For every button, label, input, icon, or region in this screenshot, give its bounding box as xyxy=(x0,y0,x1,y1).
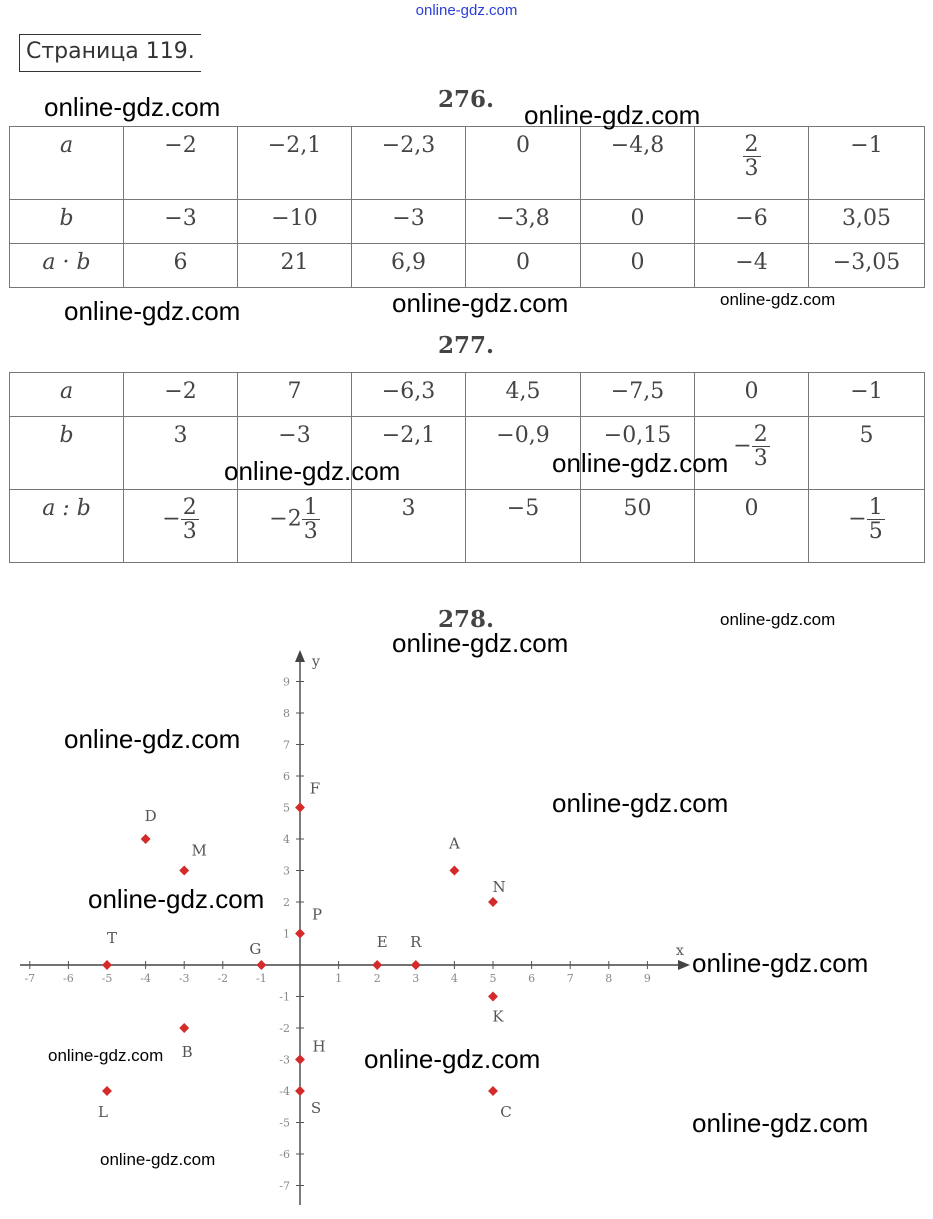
watermark: online-gdz.com xyxy=(552,448,729,478)
data-point-h xyxy=(295,1055,305,1065)
table-cell: −3,05 xyxy=(809,244,925,288)
x-tick-label: 5 xyxy=(489,972,497,985)
fraction xyxy=(743,133,761,180)
x-tick-label: 2 xyxy=(373,972,381,985)
y-tick-label: -5 xyxy=(279,1116,290,1130)
data-point-f xyxy=(295,803,305,813)
page-title: Страница 119. xyxy=(19,34,201,72)
x-tick-label: 9 xyxy=(643,972,651,985)
fraction-numerator: 1 xyxy=(303,495,318,520)
x-tick-label: 6 xyxy=(528,972,536,985)
x-tick-label: -3 xyxy=(178,972,190,985)
watermark: online-gdz.com xyxy=(692,948,869,978)
table-cell: 0 xyxy=(466,127,581,200)
data-point-c xyxy=(488,1086,498,1096)
table-cell: −6,3 xyxy=(352,373,466,417)
table-cell: 6,9 xyxy=(352,244,466,288)
x-tick-label: -2 xyxy=(217,972,229,985)
table-cell: −3 xyxy=(124,200,238,244)
table-row xyxy=(10,127,925,200)
table-cell: −6 xyxy=(695,200,809,244)
x-tick-label: 4 xyxy=(450,972,458,985)
x-tick-label: -1 xyxy=(256,972,267,985)
watermark: online-gdz.com xyxy=(100,1150,216,1169)
row-label: b xyxy=(10,417,124,490)
table-cell: −3 xyxy=(352,200,466,244)
row-label: a : b xyxy=(10,490,124,563)
data-point-r xyxy=(411,960,421,970)
table-cell: −2 xyxy=(124,127,238,200)
table-cell: 0 xyxy=(581,244,695,288)
watermark: online-gdz.com xyxy=(44,92,221,122)
watermark: online-gdz.com xyxy=(720,290,836,309)
fraction-prefix: − xyxy=(733,433,752,459)
y-tick-label: 4 xyxy=(283,833,290,846)
fraction xyxy=(302,496,320,543)
y-tick-label: 8 xyxy=(283,707,290,720)
y-tick-label: 7 xyxy=(283,738,290,752)
table-cell: 5 xyxy=(809,417,925,490)
table-cell: −2,1 xyxy=(352,417,466,490)
point-label-p: P xyxy=(311,905,323,924)
fraction-denominator: 3 xyxy=(182,519,197,545)
table-cell: −1 xyxy=(809,127,925,200)
point-label-f: F xyxy=(309,779,321,798)
row-label: a · b xyxy=(10,244,124,288)
fraction xyxy=(181,496,199,543)
row-label: b xyxy=(10,200,124,244)
x-tick-label: 3 xyxy=(412,972,420,985)
table-cell: 0 xyxy=(695,373,809,417)
task-276-table xyxy=(9,126,925,288)
x-tick-label: 8 xyxy=(605,972,613,985)
table-cell: −3,8 xyxy=(466,200,581,244)
y-tick-label: 2 xyxy=(283,896,290,909)
watermark: online-gdz.com xyxy=(552,788,729,818)
y-tick-label: -7 xyxy=(279,1179,290,1193)
point-label-k: K xyxy=(492,1007,504,1026)
task-277-number: 277. xyxy=(437,332,495,359)
table-cell: 3 xyxy=(124,417,238,490)
point-label-t: T xyxy=(106,929,118,947)
watermark: online-gdz.com xyxy=(692,1108,869,1138)
fraction-denominator: 3 xyxy=(753,446,768,472)
watermark: online-gdz.com xyxy=(392,288,569,318)
table-cell: −1 xyxy=(809,373,925,417)
row-label: a xyxy=(10,373,124,417)
point-label-h: H xyxy=(312,1037,326,1056)
task-277-table xyxy=(9,372,925,563)
y-tick-label: 1 xyxy=(283,927,290,941)
data-point-l xyxy=(102,1086,112,1096)
table-cell: −3 xyxy=(238,417,352,490)
table-row xyxy=(10,417,925,490)
table-cell: −0,15 xyxy=(581,417,695,490)
watermark: online-gdz.com xyxy=(64,724,241,754)
data-point-n xyxy=(488,897,498,907)
table-cell: −2,1 xyxy=(238,127,352,200)
table-cell: 7 xyxy=(238,373,352,417)
data-point-p xyxy=(295,929,305,939)
watermark: online-gdz.com xyxy=(48,1046,164,1065)
point-label-d: D xyxy=(144,807,157,825)
x-tick-label: 1 xyxy=(335,972,343,985)
y-tick-label: 3 xyxy=(283,864,290,878)
task-276-number: 276. xyxy=(437,86,495,113)
fraction-prefix: −2 xyxy=(269,506,302,532)
row-label: a xyxy=(10,127,124,200)
fraction-denominator: 3 xyxy=(303,519,318,545)
fraction-denominator: 5 xyxy=(868,519,883,545)
point-label-c: C xyxy=(500,1103,512,1121)
table-cell: 21 xyxy=(238,244,352,288)
fraction-numerator: 2 xyxy=(744,132,759,157)
data-point-e xyxy=(372,960,382,970)
y-tick-label: -1 xyxy=(279,990,290,1004)
table-cell: −2 xyxy=(124,373,238,417)
fraction-numerator: 2 xyxy=(753,422,768,447)
point-label-n: N xyxy=(492,878,506,896)
data-point-s xyxy=(295,1086,305,1096)
table-cell: −7,5 xyxy=(581,373,695,417)
table-cell xyxy=(809,490,925,563)
task-278-number: 278. xyxy=(437,606,495,633)
watermark: online-gdz.com xyxy=(720,610,836,629)
watermark: online-gdz.com xyxy=(524,100,701,130)
y-axis-label: y xyxy=(312,654,320,670)
y-tick-label: -4 xyxy=(279,1085,290,1098)
table-row xyxy=(10,200,925,244)
data-point-g xyxy=(256,960,266,970)
x-axis-arrow xyxy=(678,960,690,970)
data-point-t xyxy=(102,960,112,970)
fraction-numerator: 2 xyxy=(182,495,197,520)
watermark: online-gdz.com xyxy=(364,1044,541,1074)
fraction-prefix: − xyxy=(848,506,867,532)
point-label-b: B xyxy=(181,1043,193,1061)
table-cell xyxy=(124,490,238,563)
table-cell xyxy=(695,127,809,200)
table-row xyxy=(10,244,925,288)
data-point-a xyxy=(449,866,459,876)
y-tick-label: -2 xyxy=(279,1022,290,1035)
data-point-b xyxy=(179,1023,189,1033)
data-point-d xyxy=(141,834,151,844)
table-row xyxy=(10,373,925,417)
table-cell xyxy=(238,490,352,563)
x-axis-label: x xyxy=(676,943,684,959)
watermark: online-gdz.com xyxy=(392,628,569,658)
point-label-a: A xyxy=(448,834,460,853)
fraction-prefix: − xyxy=(162,506,181,532)
table-cell: 0 xyxy=(695,490,809,563)
point-label-l: L xyxy=(98,1103,108,1121)
x-tick-label: -7 xyxy=(24,972,36,985)
y-tick-label: 6 xyxy=(283,770,290,783)
fraction-numerator: 1 xyxy=(868,495,883,520)
x-tick-label: 7 xyxy=(566,972,574,985)
table-row xyxy=(10,490,925,563)
point-label-m: M xyxy=(191,841,207,860)
table-cell: 50 xyxy=(581,490,695,563)
watermark: online-gdz.com xyxy=(64,296,241,326)
point-label-s: S xyxy=(310,1099,322,1117)
y-tick-label: -3 xyxy=(279,1053,290,1067)
site-url-header[interactable]: online-gdz.com xyxy=(415,2,518,19)
table-cell: 0 xyxy=(466,244,581,288)
y-axis-arrow xyxy=(295,650,305,662)
table-cell: 3,05 xyxy=(809,200,925,244)
x-tick-label: -4 xyxy=(140,972,151,985)
table-cell: −10 xyxy=(238,200,352,244)
y-tick-label: -6 xyxy=(279,1148,290,1161)
table-cell: −5 xyxy=(466,490,581,563)
data-point-k xyxy=(488,992,498,1002)
point-label-r: R xyxy=(410,933,422,951)
table-cell: −4 xyxy=(695,244,809,288)
table-cell: 4,5 xyxy=(466,373,581,417)
fraction xyxy=(867,496,885,543)
table-cell: 0 xyxy=(581,200,695,244)
watermark: online-gdz.com xyxy=(88,884,265,914)
x-tick-label: -5 xyxy=(101,972,113,985)
fraction-denominator: 3 xyxy=(744,156,759,182)
fraction xyxy=(752,423,770,470)
x-tick-label: -6 xyxy=(63,972,74,985)
table-cell: 6 xyxy=(124,244,238,288)
table-cell: −2,3 xyxy=(352,127,466,200)
table-cell: 3 xyxy=(352,490,466,563)
table-cell: −4,8 xyxy=(581,127,695,200)
table-cell: −0,9 xyxy=(466,417,581,490)
point-label-e: E xyxy=(376,933,388,951)
y-tick-label: 5 xyxy=(283,801,290,815)
watermark: online-gdz.com xyxy=(224,456,401,486)
y-tick-label: 9 xyxy=(283,675,290,689)
point-label-g: G xyxy=(249,940,262,958)
data-point-m xyxy=(179,866,189,876)
